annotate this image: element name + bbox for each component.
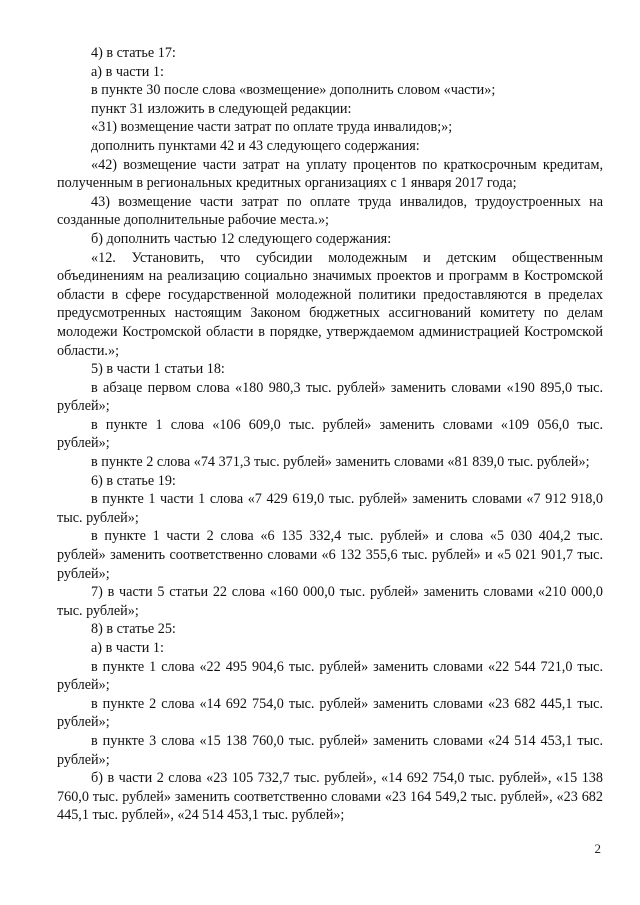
paragraph: б) дополнить частью 12 следующего содержания: xyxy=(91,230,392,247)
paragraph: в абзаце первом слова «180 980,3 тыс. рублей» заменить словами «190 895,0 тыс. рублей»; xyxy=(57,379,603,415)
paragraph: в пункте 2 слова «14 692 754,0 тыс. рублей» заменить словами «23 682 445,1 тыс. рублей»; xyxy=(57,695,603,731)
paragraph: «12. Установить, что субсидии молодежным и детским общественным объединениям на реализацию социально значимых проектов и программ в Костромской области в сфере государственной молодежной политики предоставляются в пределах предусмотренных настоящим Законом бюджетных ассигнований комитету по делам молодежи Костромской области в порядке, утверждаемом администрацией Костромской области.»; xyxy=(57,249,603,359)
paragraph: в пункте 3 слова «15 138 760,0 тыс. рублей» заменить словами «24 514 453,1 тыс. рублей»; xyxy=(57,732,603,768)
paragraph: а) в части 1: xyxy=(91,640,164,656)
paragraph: в пункте 1 слова «106 609,0 тыс. рублей» заменить словами «109 056,0 тыс. рублей»; xyxy=(57,416,603,452)
paragraph: «31) возмещение части затрат по оплате труда инвалидов;»; xyxy=(91,119,453,136)
paragraph: «42) возмещение части затрат на уплату процентов по краткосрочным кредитам, полученным в региональных кредитных организациях с 1 января 2017 года; xyxy=(57,156,603,192)
paragraph: в пункте 1 части 1 слова «7 429 619,0 тыс. рублей» заменить словами «7 912 918,0 тыс. рублей»; xyxy=(57,491,603,526)
paragraph: б) в части 2 слова «23 105 732,7 тыс. рублей», «14 692 754,0 тыс. рублей», «15 138 760,0 тыс. рублей» заменить соответственно словами «23 164 549,2 тыс. рублей», «23 682 445,1 тыс. рублей», «24 514 453,1 тыс. рублей»; xyxy=(57,770,603,824)
paragraph: пункт 31 изложить в следующей редакции: xyxy=(91,100,352,117)
paragraph: в пункте 2 слова «74 371,3 тыс. рублей» заменить словами «81 839,0 тыс. рублей»; xyxy=(91,454,590,471)
paragraph: 43) возмещение части затрат по оплате труда инвалидов, трудоустроенных на созданные дополнительные рабочие места.»; xyxy=(57,193,603,229)
paragraph: в пункте 1 слова «22 495 904,6 тыс. рублей» заменить словами «22 544 721,0 тыс. рублей»; xyxy=(57,658,603,694)
paragraph: в пункте 30 после слова «возмещение» дополнить словом «части»; xyxy=(91,82,496,99)
paragraph: дополнить пунктами 42 и 43 следующего содержания: xyxy=(91,137,420,154)
paragraph: 8) в статье 25: xyxy=(91,621,176,638)
paragraph: а) в части 1: xyxy=(91,63,164,80)
paragraph: 5) в части 1 статьи 18: xyxy=(91,361,225,378)
paragraph: 4) в статье 17: xyxy=(91,45,176,61)
paragraph: в пункте 1 части 2 слова «6 135 332,4 тыс. рублей» и слова «5 030 404,2 тыс. рублей» заменить соответственно словами «6 132 355,6 тыс. рублей» и «5 021 901,7 тыс. рублей»; xyxy=(57,528,603,582)
paragraph: 7) в части 5 статьи 22 слова «160 000,0 тыс. рублей» заменить словами «210 000,0 тыс. рублей»; xyxy=(57,584,603,619)
paragraph: 6) в статье 19: xyxy=(91,472,176,489)
document-body xyxy=(57,44,603,825)
page-number: 2 xyxy=(594,841,601,856)
